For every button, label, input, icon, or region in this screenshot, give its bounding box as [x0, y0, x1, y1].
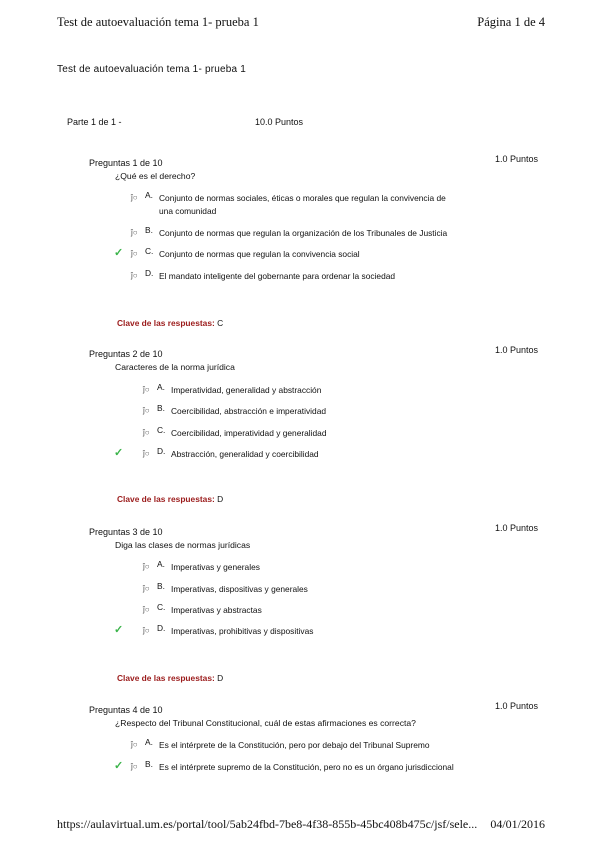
question-text: ¿Qué es el derecho?: [115, 171, 196, 181]
option-letter: C.: [157, 602, 166, 612]
option-letter: A.: [157, 559, 165, 569]
option-text: Es el intérprete supremo de la Constitución, pero no es un órgano jurisdiccional: [159, 762, 454, 772]
option-text: Coercibilidad, abstracción e imperatividad: [171, 406, 327, 416]
option-text: Imperativas y generales: [171, 562, 260, 572]
option-letter: B.: [157, 403, 165, 413]
page-number: Página 1 de 4: [477, 15, 545, 29]
part-points: 10.0 Puntos: [255, 117, 304, 127]
question-number: Preguntas 2 de 10: [89, 349, 163, 359]
option-text: Imperativas, prohibitivas y dispositivas: [171, 626, 314, 636]
radio-icon[interactable]: ĵ○: [131, 228, 138, 237]
footer-date: 04/01/2016: [490, 817, 545, 831]
option-letter: B.: [145, 759, 153, 769]
option-text: Abstracción, generalidad y coercibilidad: [171, 449, 319, 459]
check-icon: ✓: [114, 447, 124, 459]
option-text: Imperativas y abstractas: [171, 605, 262, 615]
answer-key-label: Clave de las respuestas:: [117, 318, 215, 328]
option-letter: C.: [157, 425, 166, 435]
radio-icon[interactable]: ĵ○: [143, 584, 150, 593]
option-letter: A.: [145, 190, 153, 200]
radio-icon[interactable]: ĵ○: [131, 271, 138, 280]
question-number: Preguntas 3 de 10: [89, 527, 163, 537]
option-text: Conjunto de normas sociales, éticas o morales que regulan la convivencia de: [159, 193, 446, 203]
answer-key: [117, 494, 223, 504]
option-letter: B.: [145, 225, 153, 235]
question-points: 1.0 Puntos: [495, 154, 539, 164]
check-icon: ✓: [114, 247, 124, 259]
option-letter: C.: [145, 246, 154, 256]
option-text: Imperativas, dispositivas y generales: [171, 584, 308, 594]
question-points: 1.0 Puntos: [495, 701, 539, 711]
option-text: El mandato inteligente del gobernante para ordenar la sociedad: [159, 271, 396, 281]
radio-icon[interactable]: ĵ○: [131, 740, 138, 749]
option-letter: D.: [145, 268, 154, 278]
radio-icon[interactable]: ĵ○: [143, 385, 150, 394]
option-text: Es el intérprete de la Constitución, pero por debajo del Tribunal Supremo: [159, 740, 430, 750]
option-letter: B.: [157, 581, 165, 591]
radio-icon[interactable]: ĵ○: [143, 428, 150, 437]
radio-icon[interactable]: ĵ○: [131, 193, 138, 202]
radio-icon[interactable]: ĵ○: [131, 762, 138, 771]
radio-icon[interactable]: ĵ○: [143, 449, 150, 458]
question-points: 1.0 Puntos: [495, 523, 539, 533]
radio-icon[interactable]: ĵ○: [143, 605, 150, 614]
question-text: ¿Respecto del Tribunal Constitucional, cuál de estas afirmaciones es correcta?: [115, 718, 416, 728]
question-points: 1.0 Puntos: [495, 345, 539, 355]
page-header-title: Test de autoevaluación tema 1- prueba 1: [57, 15, 259, 29]
radio-icon[interactable]: ĵ○: [143, 626, 150, 635]
question-text: Diga las clases de normas jurídicas: [115, 540, 251, 550]
question-number: Preguntas 1 de 10: [89, 158, 163, 168]
radio-icon[interactable]: ĵ○: [143, 406, 150, 415]
check-icon: ✓: [114, 760, 124, 772]
question-number: Preguntas 4 de 10: [89, 705, 163, 715]
option-letter: D.: [157, 623, 166, 633]
answer-key-label: Clave de las respuestas:: [117, 494, 215, 504]
option-letter: D.: [157, 446, 166, 456]
question-text: Caracteres de la norma jurídica: [115, 362, 235, 372]
option-text: Imperatividad, generalidad y abstracción: [171, 385, 322, 395]
answer-key-value: C: [217, 318, 224, 328]
answer-key: [117, 318, 223, 328]
radio-icon[interactable]: ĵ○: [131, 249, 138, 258]
radio-icon[interactable]: ĵ○: [143, 562, 150, 571]
option-text: Conjunto de normas que regulan la convivencia social: [159, 249, 360, 259]
test-title: Test de autoevaluación tema 1- prueba 1: [57, 64, 247, 75]
answer-key-value: D: [217, 494, 224, 504]
option-text: Conjunto de normas que regulan la organización de los Tribunales de Justicia: [159, 228, 448, 238]
answer-key: [117, 673, 223, 683]
footer-url: https://aulavirtual.um.es/portal/tool/5ab24fbd-7be8-4f38-855b-45bc408b475c/jsf/sele...: [57, 817, 478, 831]
option-text-continued: una comunidad: [159, 206, 217, 216]
option-letter: A.: [145, 737, 153, 747]
option-letter: A.: [157, 382, 165, 392]
part-label: Parte 1 de 1 -: [67, 117, 122, 127]
answer-key-label: Clave de las respuestas:: [117, 673, 215, 683]
answer-key-value: D: [217, 673, 224, 683]
check-icon: ✓: [114, 624, 124, 636]
option-text: Coercibilidad, imperatividad y generalidad: [171, 428, 327, 438]
